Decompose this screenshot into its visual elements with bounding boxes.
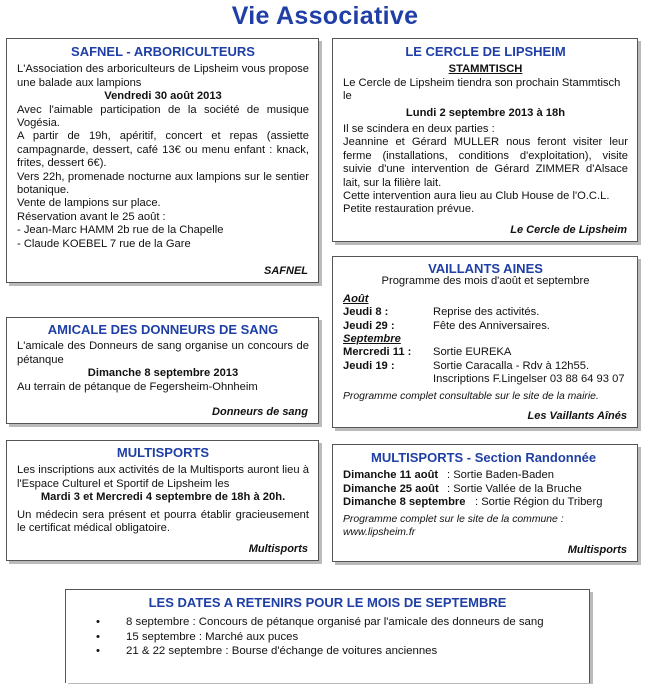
- amicale-heading: AMICALE DES DONNEURS DE SANG: [47, 322, 279, 337]
- dates-heading: LES DATES A RETENIRS POUR LE MOIS DE SEPTEMBRE: [148, 595, 507, 610]
- dates-item: • 15 septembre : Marché aux puces: [126, 630, 579, 645]
- rando-day: Dimanche 11 août: [343, 469, 439, 482]
- dates-item: • 21 & 22 septembre : Bourse d'échange de voitures anciennes: [126, 644, 579, 659]
- cercle-p1: Il se scindera en deux parties :: [343, 123, 495, 136]
- safnel-p4: Vente de lampions sur place.: [17, 197, 161, 210]
- rando-text: : Sortie Vallée de la Bruche: [447, 482, 582, 495]
- vaillants-row: [343, 373, 628, 386]
- safnel-p3: Vers 22h, promenade nocturne aux lampions sur le sentier botanique.: [17, 170, 309, 197]
- amicale-intro: L'amicale des Donneurs de sang organise un concours de pétanque: [17, 340, 309, 366]
- vaillants-text: Inscriptions F.Lingelser 03 88 64 93 07: [433, 373, 625, 386]
- amicale-card: [6, 317, 319, 424]
- dates-item: • 8 septembre : Concours de pétanque organisé par l'amicale des donneurs de sang: [126, 615, 579, 630]
- vaillants-row: [343, 360, 628, 373]
- vaillants-month-septembre: Septembre: [343, 333, 401, 346]
- cercle-date: Lundi 2 septembre 2013 à 18h: [405, 106, 566, 119]
- rando-url[interactable]: www.lipsheim.fr: [343, 527, 416, 539]
- vaillants-month-aout: Août: [343, 292, 369, 305]
- vaillants-day: Jeudi 29 :: [343, 319, 395, 332]
- rando-text: : Sortie Baden-Baden: [447, 469, 554, 482]
- multisports-heading: MULTISPORTS: [116, 445, 210, 460]
- vaillants-card: [332, 256, 638, 428]
- safnel-intro: L'Association des arboriculteurs de Lipsheim vous propose une balade aux lampions: [17, 63, 309, 89]
- multisports-signature: Multisports: [248, 542, 308, 555]
- safnel-contact: - Claude KOEBEL 7 rue de la Gare: [17, 237, 191, 250]
- safnel-signature: SAFNEL: [264, 264, 308, 277]
- cercle-intro: Le Cercle de Lipsheim tiendra son prochain Stammtisch le: [343, 76, 621, 103]
- cercle-card: [332, 38, 638, 242]
- cercle-signature: Le Cercle de Lipsheim: [510, 223, 627, 236]
- safnel-p5: Réservation avant le 25 août :: [17, 210, 166, 223]
- multisports-p2: Un médecin sera présent et pourra établir gracieusement le certificat médical obligatoire.: [17, 508, 309, 535]
- dates-list: [76, 615, 579, 659]
- safnel-card: [6, 38, 319, 283]
- page-title: Vie Associative: [231, 2, 419, 30]
- cercle-p4: Petite restauration prévue.: [343, 203, 475, 216]
- amicale-date: Dimanche 8 septembre 2013: [87, 367, 239, 380]
- cercle-heading: LE CERCLE DE LIPSHEIM: [405, 44, 566, 59]
- safnel-heading: SAFNEL - ARBORICULTEURS: [71, 44, 255, 59]
- rando-text: : Sortie Région du Triberg: [475, 496, 603, 509]
- vaillants-subtitle: Programme des mois d'août et septembre: [381, 275, 590, 288]
- rando-heading: MULTISPORTS - Section Randonnée: [371, 450, 597, 465]
- vaillants-text: Reprise des activités.: [433, 306, 540, 319]
- vaillants-text: Fête des Anniversaires.: [433, 319, 550, 332]
- cercle-p2: Jeannine et Gérard MULLER nous feront visiter leur ferme (installations, conditions d'exploitation), visite suivie d'une intervention de Gérard ZIMMER d'Alsace lait, sur la filière lait.: [343, 136, 628, 189]
- safnel-contact: - Jean-Marc HAMM 2b rue de la Chapelle: [17, 224, 224, 237]
- safnel-p2: A partir de 19h, apéritif, concert et repas (assiette campagnarde, dessert, café 13€ ou menu enfant : knack, frites, dessert 6€).: [17, 130, 309, 170]
- rando-note: Programme complet sur le site de la commune :: [343, 513, 564, 525]
- dates-card: [65, 589, 590, 683]
- rando-signature: Multisports: [567, 543, 627, 556]
- rando-row: [343, 496, 628, 509]
- vaillants-note: Programme complet consultable sur le site de la mairie.: [343, 390, 599, 402]
- safnel-date: Vendredi 30 août 2013: [104, 90, 222, 103]
- vaillants-row: [343, 346, 628, 359]
- vaillants-text: Sortie EUREKA: [433, 346, 512, 359]
- vaillants-signature: Les Vaillants Aînés: [527, 409, 627, 422]
- vaillants-heading: VAILLANTS AINES: [428, 261, 543, 276]
- safnel-p1: Avec l'aimable participation de la société de musique Vogésia.: [17, 103, 309, 130]
- vaillants-text: Sortie Caracalla - Rdv à 12h55.: [433, 359, 590, 372]
- vaillants-day: Mercredi 11 :: [343, 346, 412, 359]
- multisports-dates: Mardi 3 et Mercredi 4 septembre de 18h à 20h.: [40, 491, 286, 504]
- vaillants-day: Jeudi 19 :: [343, 359, 395, 372]
- cercle-p3: Cette intervention aura lieu au Club House de l'O.C.L.: [343, 190, 610, 203]
- multisports-p1: Les inscriptions aux activités de la Multisports auront lieu à l'Espace Culturel et Sportif de Lipsheim les: [17, 464, 309, 490]
- cercle-subheading: STAMMTISCH: [448, 63, 523, 76]
- rando-row: [343, 469, 628, 482]
- vaillants-day: Jeudi 8 :: [343, 306, 389, 319]
- multisports-card: [6, 440, 319, 561]
- vaillants-row: [343, 306, 628, 319]
- amicale-place: Au terrain de pétanque de Fegersheim-Ohnheim: [17, 380, 258, 393]
- rando-day: Dimanche 25 août: [343, 482, 439, 495]
- vaillants-row: [343, 320, 628, 333]
- rando-day: Dimanche 8 septembre: [343, 496, 466, 509]
- rando-card: [332, 444, 638, 562]
- vaillants-day: [343, 373, 433, 386]
- amicale-signature: Donneurs de sang: [212, 405, 308, 418]
- rando-row: [343, 483, 628, 496]
